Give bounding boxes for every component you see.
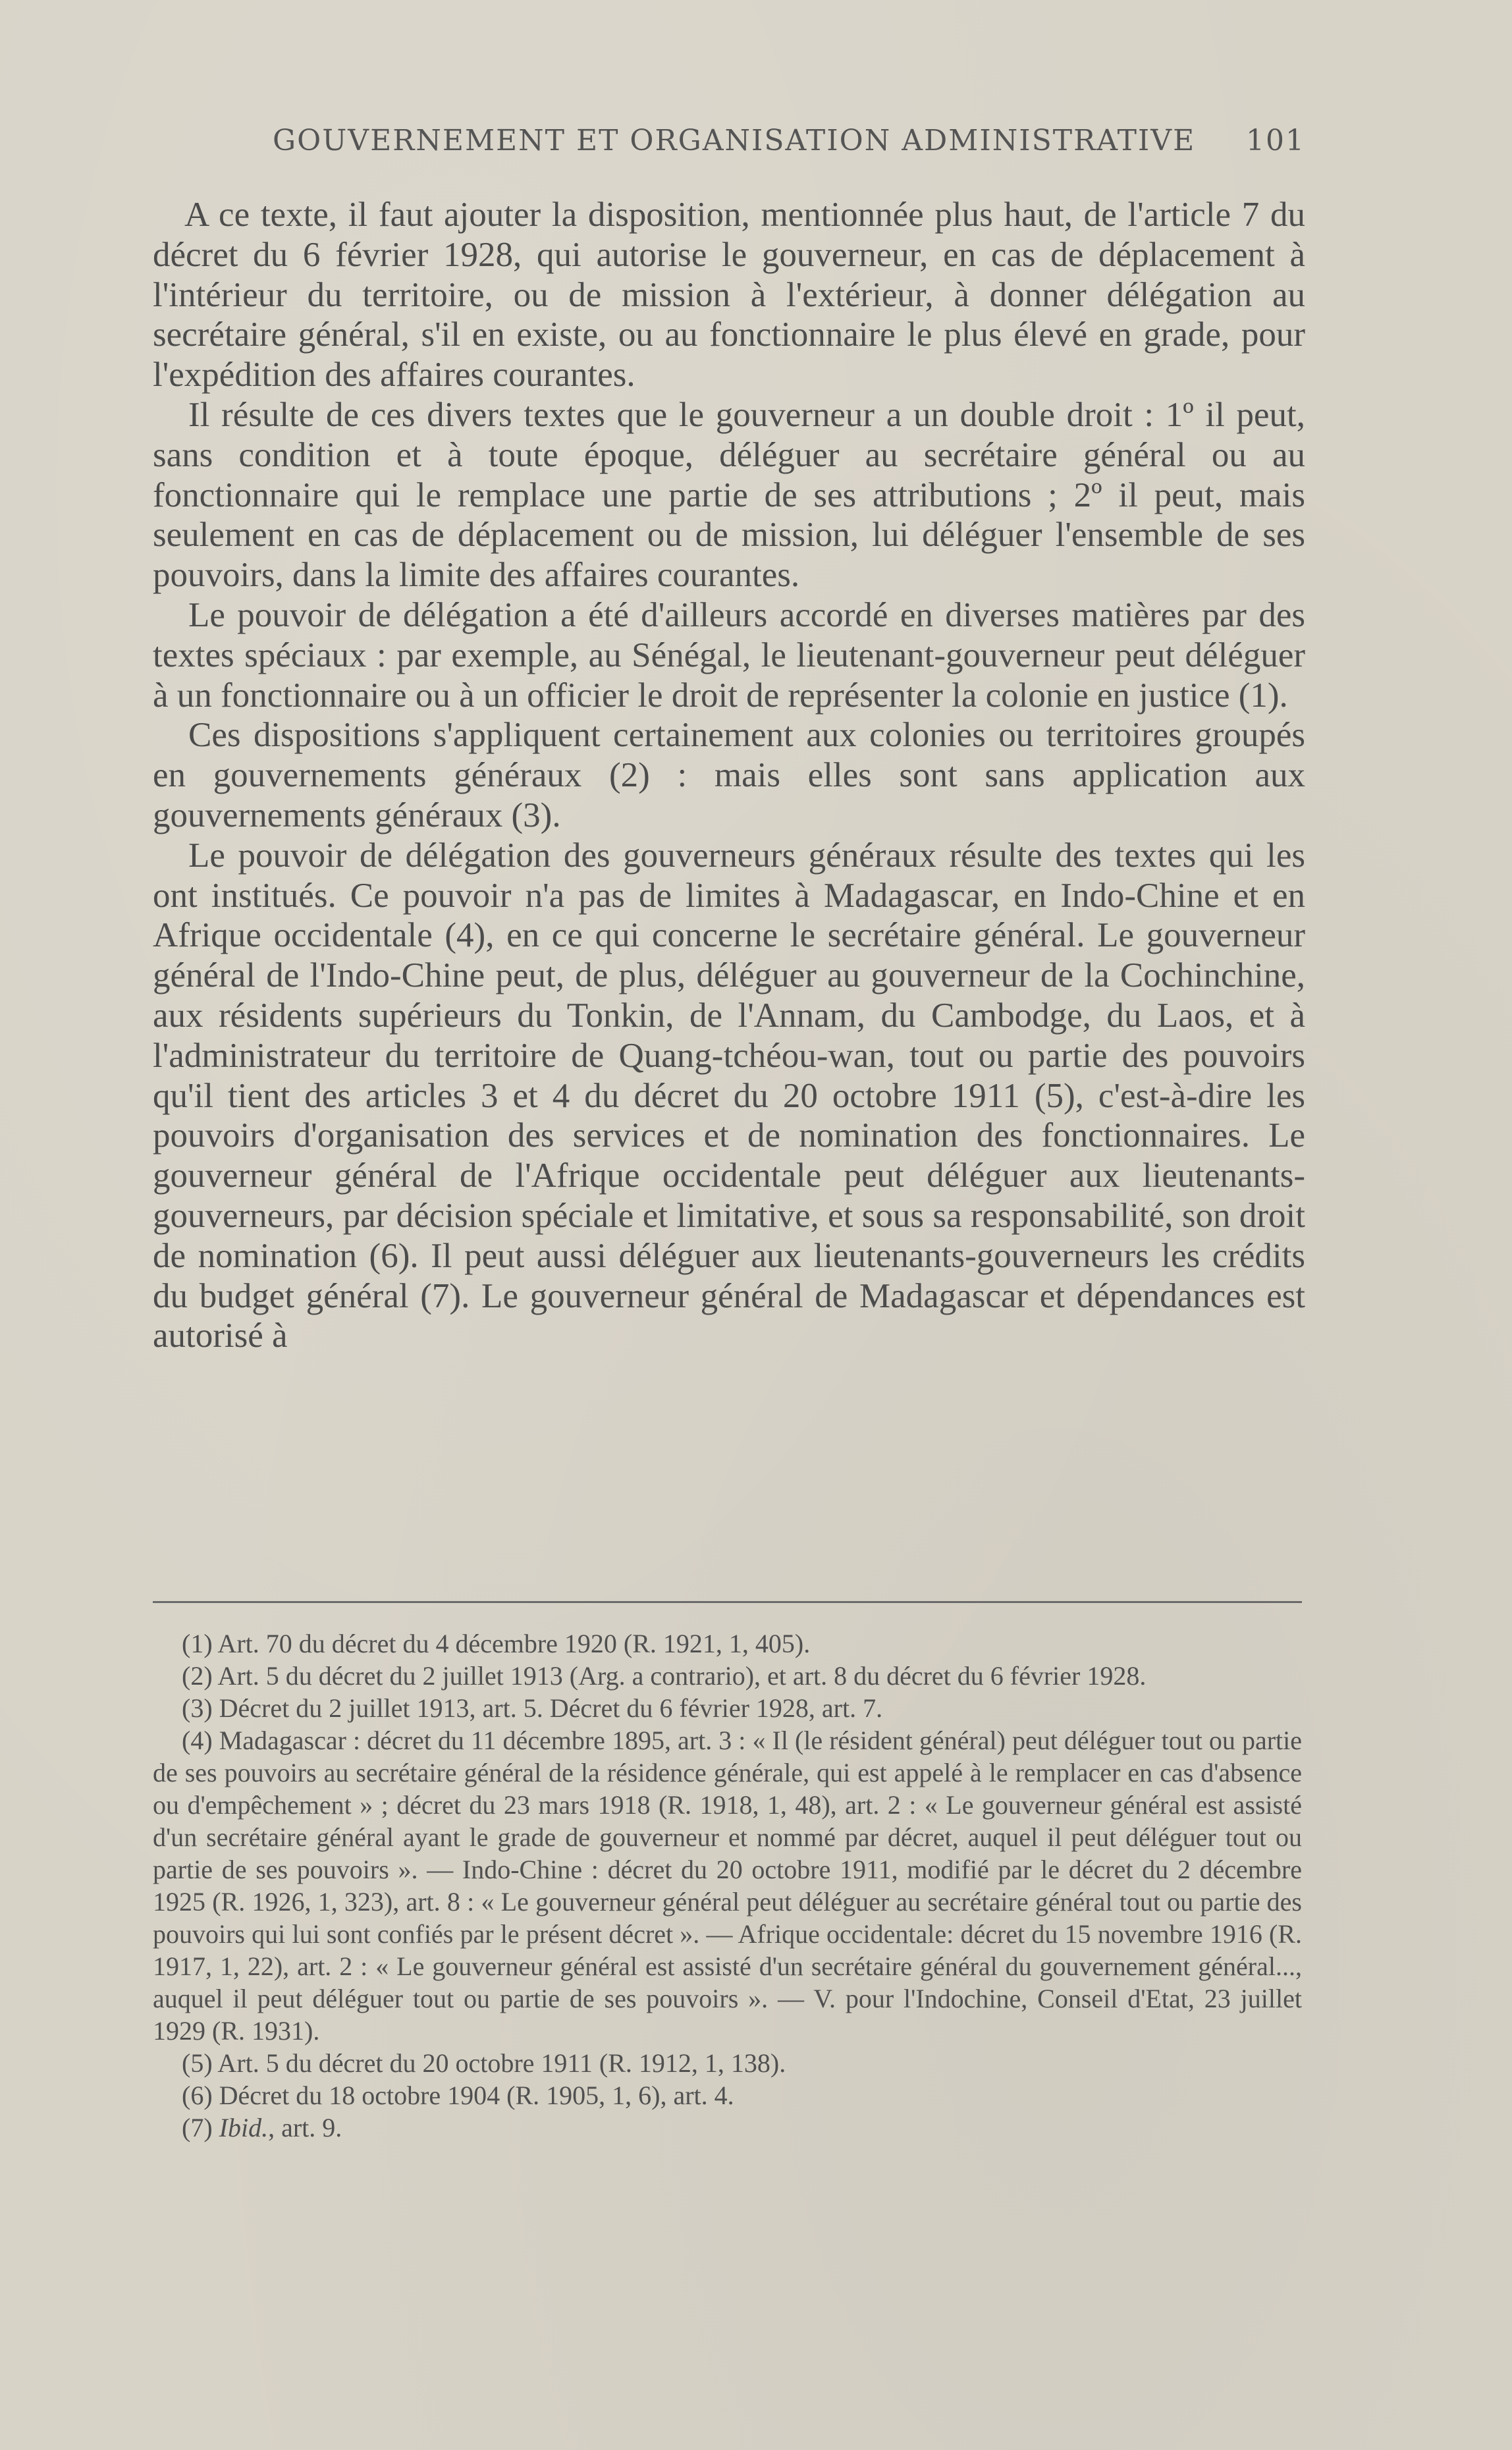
footnote: (2) Art. 5 du décret du 2 juillet 1913 (Arg. a contrario), et art. 8 du décret du 6 février 1928. (182, 1661, 1147, 1691)
footnote: (1) Art. 70 du décret du 4 décembre 1920 (R. 1921, 1, 405). (182, 1629, 811, 1658)
paragraph: Le pouvoir de délégation a été d'ailleurs accordé en diverses matières par des textes spéciaux : par exemple, au Sénégal, le lieutenant-gouverneur peut déléguer à un fonctionnaire ou à un officier le droit de représenter la colonie en justice (1). (153, 595, 1305, 715)
footnote-rest: , art. 9. (268, 2113, 342, 2142)
footnote: (4) Madagascar : décret du 11 décembre 1895, art. 3 : « Il (le résident général) peut déléguer tout ou partie de ses pouvoirs au secrétaire général de la résidence générale, qui est appelé à le remplacer en cas d'absence ou d'empêchement » ; décret du 23 mars 1918 (R. 1918, 1, 48), art. 2 : « Le gouverneur général est assisté d'un secrétaire général ayant le grade de gouverneur et nommé par décret, auquel il peut déléguer tout ou partie de ses pouvoirs ». — Indo-Chine : décret du 20 octobre 1911, modifié par le décret du 2 décembre 1925 (R. 1926, 1, 323), art. 8 : « Le gouverneur général peut déléguer au secrétaire général tout ou partie des pouvoirs qui lui sont confiés par le présent décret ». — Afrique occidentale: décret du 15 novembre 1916 (R. 1917, 1, 22), art. 2 : « Le gouverneur général est assisté d'un secrétaire général du gouvernement général..., auquel il peut déléguer tout ou partie de ses pouvoirs ». — V. pour l'Indochine, Conseil d'Etat, 23 juillet 1929 (R. 1931). (153, 1726, 1302, 2046)
footnote: (6) Décret du 18 octobre 1904 (R. 1905, 1, 6), art. 4. (182, 2081, 734, 2110)
main-text (153, 195, 1305, 1356)
running-header (153, 124, 1305, 157)
footnotes (153, 1627, 1302, 2144)
running-title: GOUVERNEMENT ET ORGANISATION ADMINISTRATIVE (273, 124, 1196, 157)
paragraph: Il résulte de ces divers textes que le gouverneur a un double droit : 1º il peut, sans condition et à toute époque, déléguer au secrétaire général ou au fonctionnaire qui le remplace une partie de ses attributions ; 2º il peut, mais seulement en cas de déplacement ou de mission, lui déléguer l'ensemble de ses pouvoirs, dans la limite des affaires courantes. (153, 395, 1305, 595)
footnote-number: (7) (182, 2113, 213, 2142)
page-number: 101 (1246, 124, 1305, 157)
footnote (153, 2111, 1302, 2144)
paragraph: A ce texte, il faut ajouter la disposition, mentionnée plus haut, de l'article 7 du décret du 6 février 1928, qui autorise le gouverneur, en cas de déplacement à l'intérieur du territoire, ou de mission à l'extérieur, à donner délégation au secrétaire général, s'il en existe, ou au fonctionnaire le plus élevé en grade, pour l'expédition des affaires courantes. (153, 196, 1305, 395)
footnote-divider (153, 1601, 1302, 1603)
footnote-ibid: Ibid. (219, 2113, 269, 2142)
paragraph: Le pouvoir de délégation des gouverneurs généraux résulte des textes qui les ont institués. Ce pouvoir n'a pas de limites à Madagascar, en Indo-Chine et en Afrique occidentale (4), en ce qui concerne le secrétaire général. Le gouverneur général de l'Indo-Chine peut, de plus, déléguer au gouverneur de la Cochinchine, aux résidents supérieurs du Tonkin, de l'Annam, du Cambodge, du Laos, et à l'administrateur du territoire de Quang-tchéou-wan, tout ou partie des pouvoirs qu'il tient des articles 3 et 4 du décret du 20 octobre 1911 (5), c'est-à-dire les pouvoirs d'organisation des services et de nomination des fonctionnaires. Le gouverneur général de l'Afrique occidentale peut déléguer aux lieutenants-gouverneurs, par décision spéciale et limitative, et sous sa responsabilité, son droit de nomination (6). Il peut aussi déléguer aux lieutenants-gouverneurs les crédits du budget général (7). Le gouverneur général de Madagascar et dépendances est autorisé à (153, 836, 1305, 1355)
paragraph: Ces dispositions s'appliquent certainement aux colonies ou territoires groupés en gouvernements généraux (2) : mais elles sont sans application aux gouvernements généraux (3). (153, 716, 1305, 834)
footnote: (5) Art. 5 du décret du 20 octobre 1911 (R. 1912, 1, 138). (182, 2048, 786, 2078)
footnote: (3) Décret du 2 juillet 1913, art. 5. Décret du 6 février 1928, art. 7. (182, 1693, 883, 1723)
